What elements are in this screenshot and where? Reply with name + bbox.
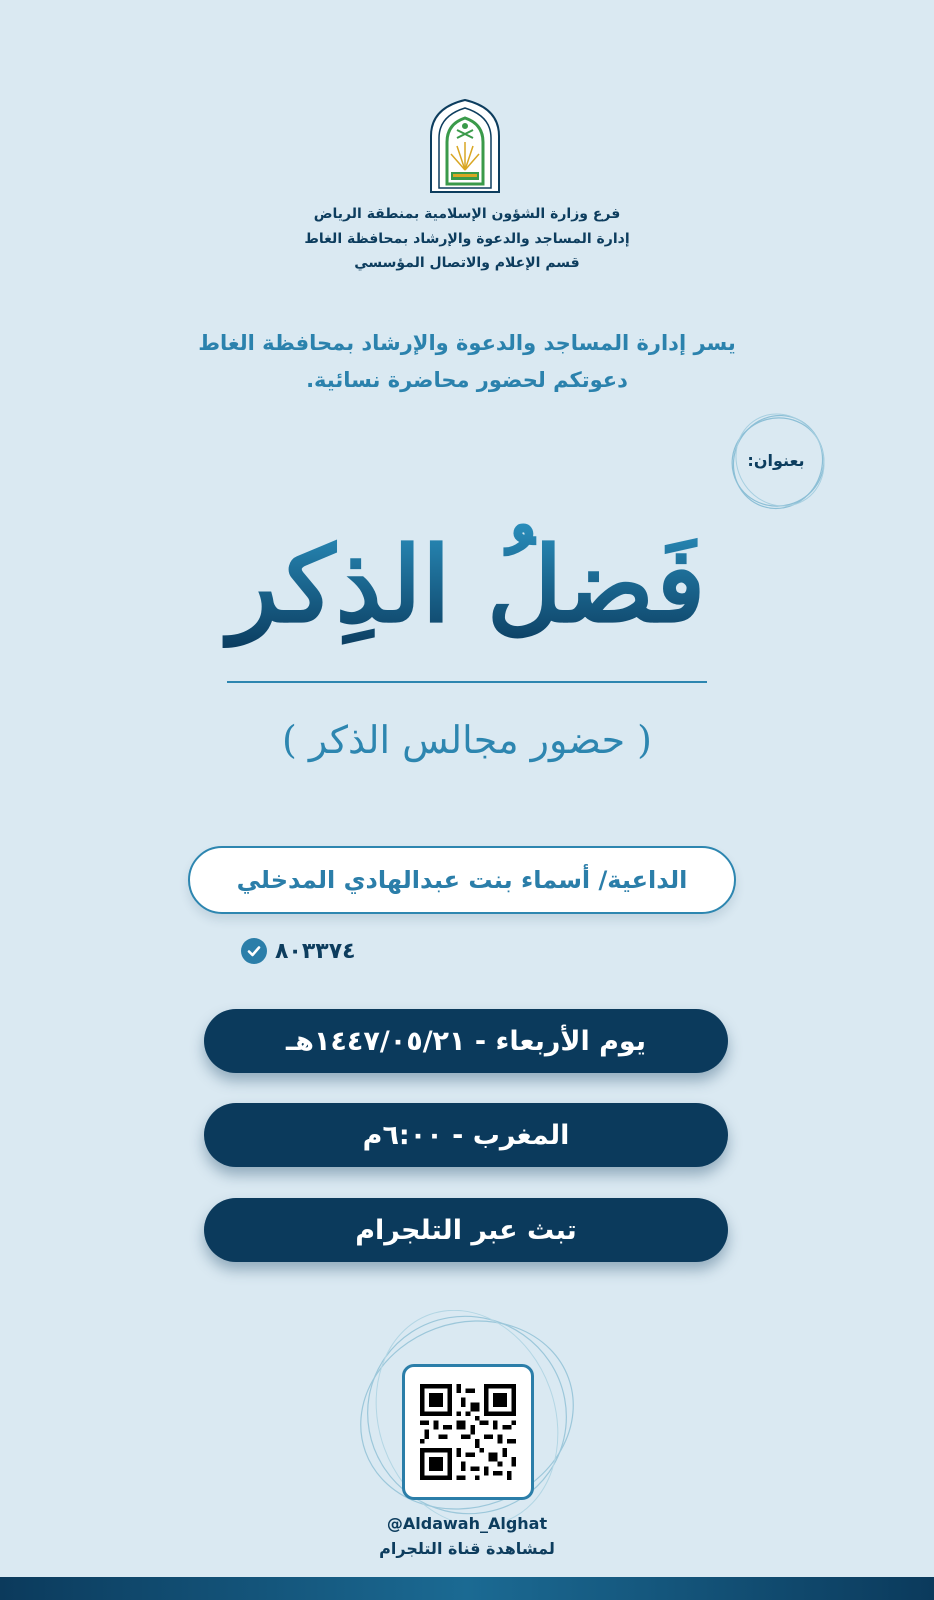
intro-line-1: يسر إدارة المساجد والدعوة والإرشاد بمحافظة الغاط [198,331,736,355]
check-circle-icon [241,938,267,964]
speaker-pill [188,846,736,914]
qr-code-icon [420,1384,516,1480]
footer-bar [0,1577,934,1600]
badge-number: ٨٠٣٣٧٤ [275,938,356,964]
stream-text: تبث عبر التلجرام [355,1214,577,1246]
date-text: يوم الأربعاء - ١٤٤٧/٠٥/٢١هـ [286,1025,646,1057]
lecture-title: فَضلُ الذِكر [0,520,934,650]
telegram-caption: لمشاهدة قناة التلجرام [379,1539,555,1558]
lecture-subtitle: ( حضور مجالس الذكر ) [281,718,653,762]
title-divider [227,681,707,683]
header-line-section: قسم الإعلام والاتصال المؤسسي [354,255,580,271]
speaker-name: الداعية/ أسماء بنت عبدالهادي المدخلي [236,866,688,894]
header-line-ministry: فرع وزارة الشؤون الإسلامية بمنطقة الرياض [313,206,621,222]
intro-line-2: دعوتكم لحضور محاضرة نسائية. [306,368,628,392]
stream-pill [204,1198,728,1262]
telegram-handle[interactable]: @Aldawah_Alghat [386,1514,548,1533]
ministry-emblem-icon [427,98,503,194]
qr-code[interactable] [402,1364,534,1500]
date-pill [204,1009,728,1073]
time-text: المغرب - ٦:٠٠م [362,1119,570,1151]
time-pill [204,1103,728,1167]
verification-badge [241,936,356,966]
header-line-department: إدارة المساجد والدعوة والإرشاد بمحافظة الغاط [304,231,630,247]
subject-label: بعنوان: [747,451,805,470]
